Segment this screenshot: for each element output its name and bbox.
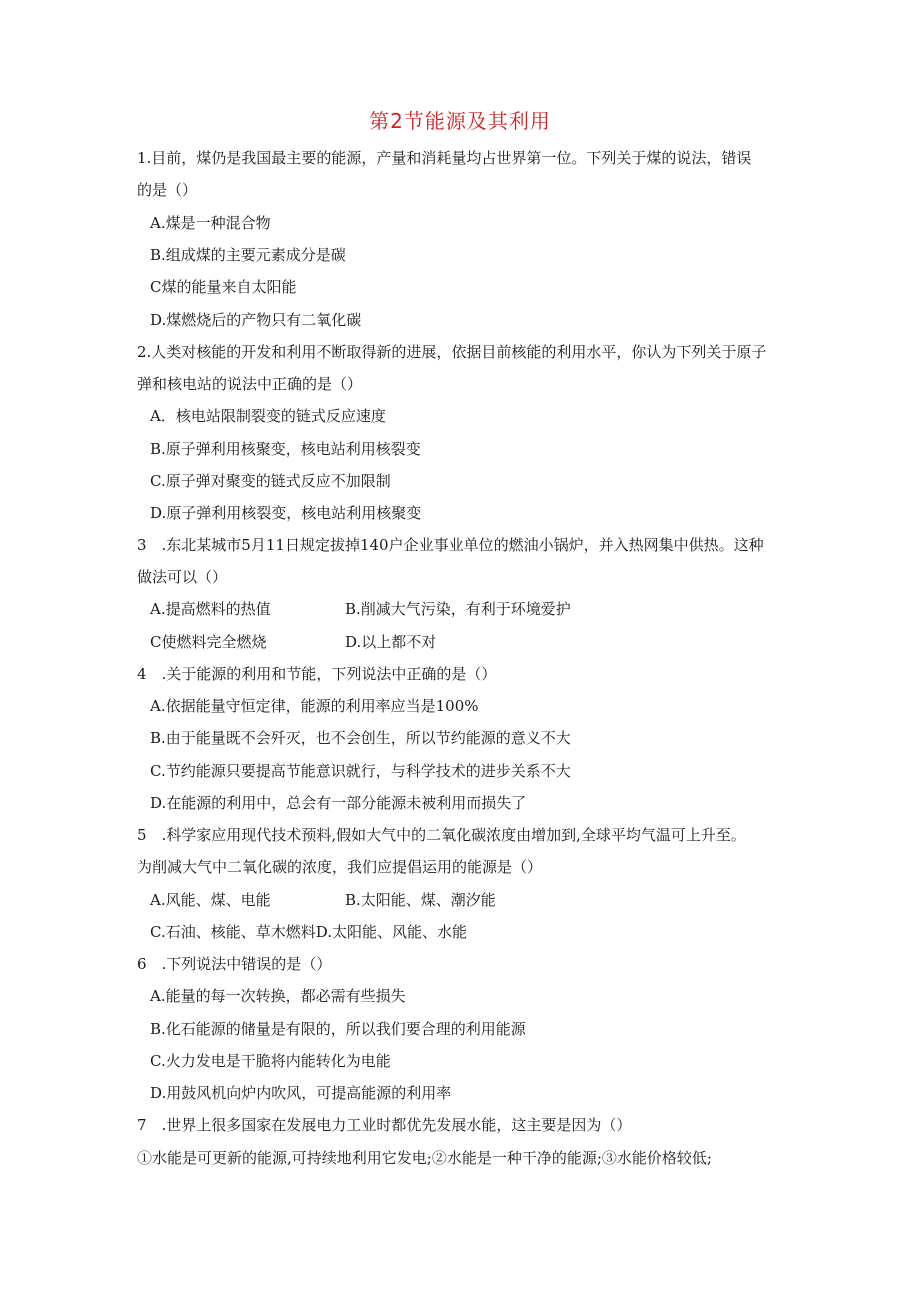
- question-2-stem-line-2: 弹和核电站的说法中正确的是（）: [137, 375, 363, 393]
- question-1-option-a: A.煤是一种混合物: [150, 214, 271, 232]
- question-7-stem-line-2: ①水能是可更新的能源,可持续地利用它发电;②水能是一种干净的能源;③水能价格较低;: [137, 1149, 712, 1167]
- question-1-stem-line-1: 1.目前，煤仍是我国最主要的能源，产量和消耗量均占世界第一位。下列关于煤的说法，错误: [137, 149, 752, 167]
- page-title: 第2节能源及其利用: [369, 109, 551, 133]
- question-6-option-d: D.用鼓风机向炉内吹风，可提高能源的利用率: [150, 1084, 452, 1102]
- question-4-option-b: B.由于能量既不会歼灭，也不会创生，所以节约能源的意义不大: [150, 729, 571, 747]
- question-5-option-a: A.风能、煤、电能: [150, 891, 271, 909]
- question-4-option-d: D.在能源的利用中，总会有一部分能源未被利用而损失了: [150, 794, 527, 812]
- question-1-option-d: D.煤燃烧后的产物只有二氧化碳: [150, 311, 362, 329]
- question-3-option-a: A.提高燃料的热值: [150, 600, 271, 618]
- question-3-option-b: B.削减大气污染，有利于环境爱护: [345, 600, 571, 618]
- question-2-option-c: C.原子弹对聚变的链式反应不加限制: [150, 472, 391, 490]
- question-3-stem-line-2: 做法可以（）: [137, 568, 228, 586]
- question-6-option-a: A.能量的每一次转换，都必需有些损失: [150, 987, 406, 1005]
- question-6-option-b: B.化石能源的储量是有限的，所以我们要合理的利用能源: [150, 1020, 526, 1038]
- question-6-stem-line-1: 6 .下列说法中错误的是（）: [137, 955, 332, 973]
- question-7-stem-line-1: 7 .世界上很多国家在发展电力工业时都优先发展水能，这主要是因为（）: [137, 1116, 632, 1134]
- question-2-stem-line-1: 2.人类对核能的开发和利用不断取得新的进展，依据目前核能的利用水平，你认为下列关于原子: [137, 343, 767, 361]
- question-1-option-c: C煤的能量来自太阳能: [150, 278, 297, 296]
- question-5-stem-line-1: 5 .科学家应用现代技术预料,假如大气中的二氧化碳浓度由增加到,全球平均气温可上升至。: [137, 826, 746, 844]
- question-5-option-b: B.太阳能、煤、潮汐能: [345, 891, 496, 909]
- question-2-option-d: D.原子弹利用核裂变，核电站利用核聚变: [150, 504, 422, 522]
- question-2-option-b: B.原子弹利用核聚变，核电站利用核裂变: [150, 440, 421, 458]
- question-4-option-a: A.依据能量守恒定律，能源的利用率应当是100%: [150, 697, 479, 715]
- question-3-stem-line-1: 3 .东北某城市5月11日规定拔掉140户企业事业单位的燃油小锅炉，并入热网集中供热。这种: [137, 536, 764, 554]
- question-5-option-c-d: C.石油、核能、草木燃料D.太阳能、风能、水能: [150, 923, 467, 941]
- question-4-stem-line-1: 4 .关于能源的利用和节能，下列说法中正确的是（）: [137, 665, 497, 683]
- question-1-stem-line-2: 的是（）: [137, 181, 198, 199]
- question-1-option-b: B.组成煤的主要元素成分是碳: [150, 246, 346, 264]
- question-6-option-c: C.火力发电是干脆将内能转化为电能: [150, 1052, 391, 1070]
- question-3-option-c: C使燃料完全燃烧: [150, 633, 267, 651]
- question-2-option-a: A．核电站限制裂变的链式反应速度: [150, 407, 386, 425]
- question-3-option-d: D.以上都不对: [345, 633, 437, 651]
- question-4-option-c: C.节约能源只要提高节能意识就行，与科学技术的进步关系不大: [150, 762, 571, 780]
- question-5-stem-line-2: 为削减大气中二氧化碳的浓度，我们应提倡运用的能源是（）: [137, 858, 543, 876]
